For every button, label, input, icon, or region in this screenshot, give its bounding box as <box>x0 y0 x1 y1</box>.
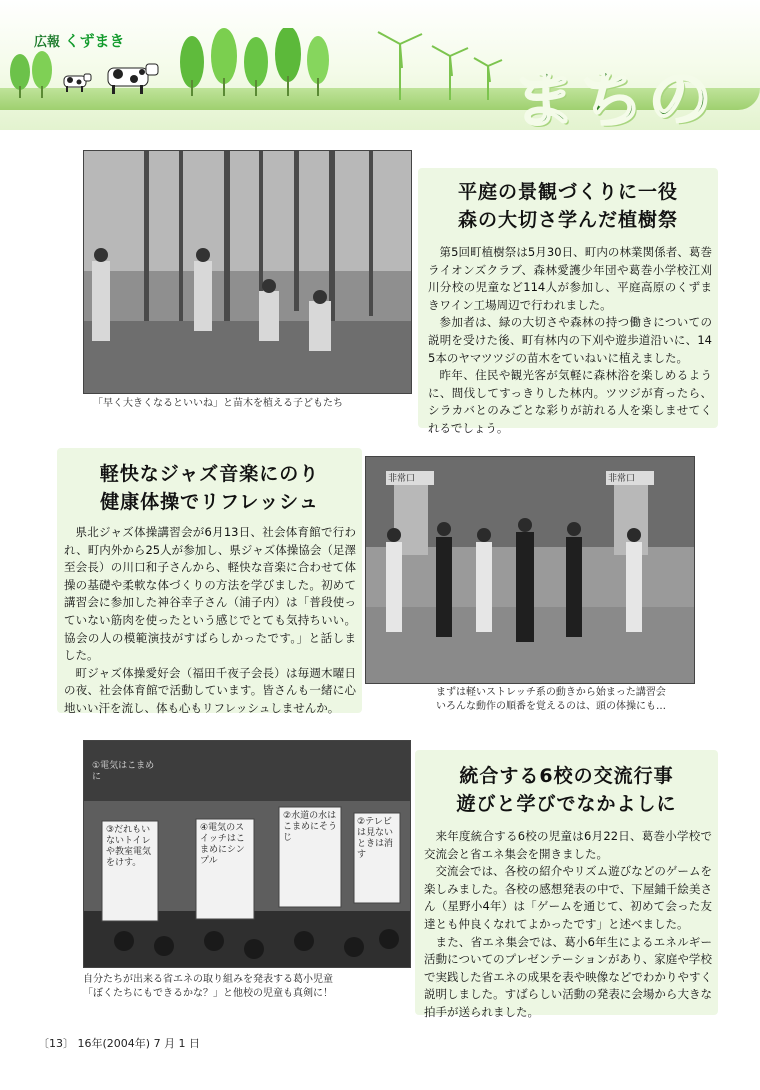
jazz-headline-line1: 軽快なジャズ音楽にのり <box>99 463 320 485</box>
schools-headline-line2: 遊びと学びでなかよしに <box>456 793 677 815</box>
schools-paragraph: 来年度統合する6校の児童は6月22日、葛巻小学校で交流会と省エネ集会を開きました。 <box>424 829 712 861</box>
planting-headline-line2: 森の大切さ学んだ植樹祭 <box>457 209 678 231</box>
planting-paragraph: 昨年、住民や観光客が気軽に森林浴を楽しめるように、間伐してすっきりした林内。ツツジが育ったら、シラカバとのみごとな彩りが訪れる人を楽しませてくれるでしょう。 <box>428 368 712 435</box>
school-event-photo <box>83 740 411 968</box>
banner-text: ②水道の水はこまめにそうじ <box>283 811 338 843</box>
planting-photo <box>83 150 412 394</box>
planting-paragraph: 参加者は、緑の大切さや森林の持つ働きについての説明を受けた後、町有林内の下刈や遊歩道沿いに、145本のヤマツツジの苗木をていねいに植えました。 <box>428 315 712 365</box>
magazine-prefix: 広報 <box>34 35 61 50</box>
emergency-exit-sign: 非常口 <box>608 474 636 484</box>
page-big-title: まちの <box>512 63 716 137</box>
cow-icon <box>102 60 162 96</box>
tree-icon <box>6 50 56 100</box>
school-caption-line1: 自分たちが出来る省エネの取り組みを発表する葛小児童 <box>83 974 333 985</box>
planting-headline <box>418 178 718 234</box>
schools-paragraph: また、省エネ集会では、葛小6年生によるエネルギー活動についてのプレゼンテーションがあり、家庭や学校で実践した省エネの成果を表や映像などでわかりやすく説明しました。すばらしい活動の発表に会場から大きな拍手が送られました。 <box>424 934 712 1019</box>
banner-text: ②テレビは見ないときは消す <box>357 817 394 860</box>
jazz-photo <box>365 456 695 684</box>
emergency-exit-sign: 非常口 <box>388 474 416 484</box>
tree-icon <box>176 28 366 98</box>
banner-text: ①電気はこまめに <box>92 761 155 782</box>
jazz-photo-caption <box>436 686 726 714</box>
jazz-headline-line2: 健康体操でリフレッシュ <box>100 491 319 513</box>
jazz-paragraph: 町ジャズ体操愛好会（福田千夜子会長）は毎週木曜日の夜、社会体育館で活動しています。皆さんも一緒に心地いい汗を流し、体も心もリフレッシュしませんか。 <box>64 665 356 715</box>
schools-headline-line1: 統合する6校の交流行事 <box>459 765 674 787</box>
schools-headline <box>415 762 718 818</box>
magazine-title <box>34 30 125 51</box>
school-photo-caption <box>83 973 413 1001</box>
jazz-caption-line1: まずは軽いストレッチ系の動きから始まった講習会 <box>436 687 666 698</box>
jazz-paragraph: 県北ジャズ体操講習会が6月13日、社会体育館で行われ、町内外から25人が参加し、県ジャズ体操協会（足澤至会長）の川口和子さんから、軽快な音楽に合わせて体操の基礎や柔軟な体づくりの方法を学びました。初めて講習会に参加した神谷幸子さん（浦子内）は「普段使っていない筋肉を使ったという感じでとても気持ちいい。協会の人の模範演技がすばらしかったです。」と話しました。 <box>64 525 356 663</box>
schools-paragraph: 交流会では、各校の紹介やリズム遊びなどのゲームを楽しみました。各校の感想発表の中で、下屋鋪千絵美さん（星野小4年）は「ゲームを通じて、初めて会った友達とも仲良くなれてよかったです」と述べました。 <box>424 864 712 931</box>
windmill-icon <box>370 22 520 102</box>
page-number: 〔13〕 <box>38 1037 74 1050</box>
planting-paragraph: 第5回町植樹祭は5月30日、町内の林業関係者、葛巻ライオンズクラブ、森林愛護少年団や葛巻小学校江刈川分校の児童など114人が参加し、平庭高原のくずまきワイン工場周辺で行われました。 <box>428 245 712 312</box>
page-footer <box>38 1035 200 1051</box>
school-caption-line2: 「ぼくたちにもできるかな？」と他校の児童も真剣に！ <box>83 988 333 999</box>
jazz-headline <box>57 460 362 516</box>
magazine-name: くずまき <box>64 32 125 50</box>
cow-icon <box>60 70 92 94</box>
jazz-caption-line2: いろんな動作の順番を覚えるのは、頭の体操にも… <box>436 701 666 712</box>
banner-text: ④電気のスイッチはこまめにシンプル <box>200 823 245 866</box>
banner-text: ③だれもいないトイレや教室電気をけす。 <box>106 825 152 868</box>
schools-body <box>424 828 712 1022</box>
planting-photo-caption: 「早く大きくなるといいね」と苗木を植える子どもたち <box>93 398 343 409</box>
issue-date: 16年(2004年) 7 月 1 日 <box>77 1037 201 1050</box>
jazz-body <box>64 524 356 718</box>
planting-body <box>428 244 712 438</box>
planting-headline-line1: 平庭の景観づくりに一役 <box>457 181 678 203</box>
